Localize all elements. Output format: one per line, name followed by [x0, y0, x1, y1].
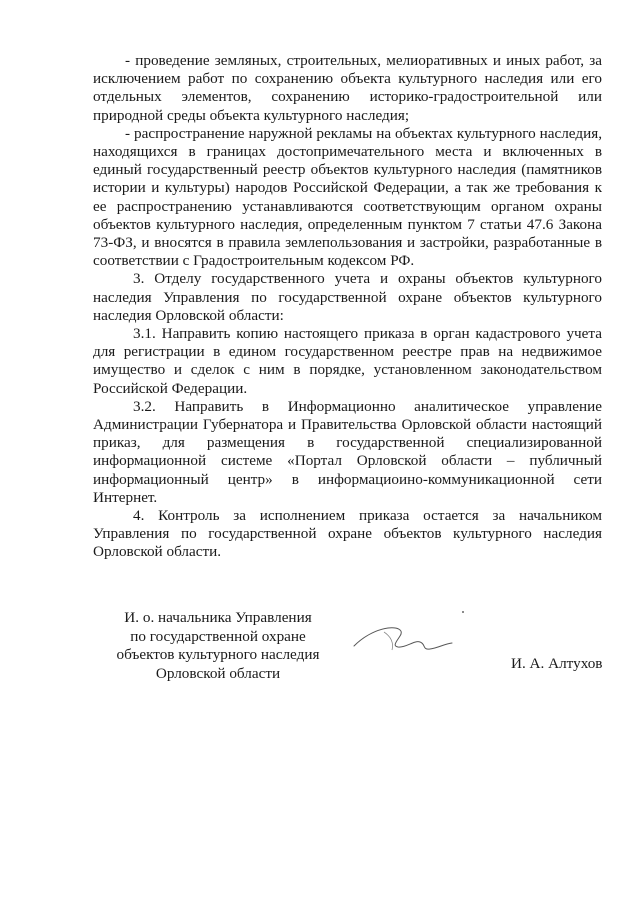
- paragraph-item-4: 4. Контроль за исполнением приказа остается за начальником Управления по государственной охране объектов культурного наследия Орловской области.: [93, 507, 602, 561]
- document-body: [93, 52, 602, 562]
- signatory-title-line: по государственной охране: [130, 627, 306, 645]
- signatory-title-line: И. о. начальника Управления: [124, 609, 312, 626]
- paragraph-outdoor-advertising: - распространение наружной рекламы на объектах культурного наследия, находящихся в границах достопримечательного места и включенных в единый государственный реестр объектов культурного наследия (памятников истории и культуры) народов Российской Федерации, а так же требования к ее распространению устанавливаются соответствующим органом охраны объектов культурного наследия, определенным пунктом 7 статьи 47.6 Закона 73-ФЗ, и вносятся в правила землепользования и застройки, разработанные в соответствии с Градостроительным кодексом РФ.: [93, 124, 602, 270]
- signatory-name: И. А. Алтухов: [511, 655, 603, 672]
- signatory-title-line: объектов культурного наследия: [116, 646, 320, 664]
- paragraph-item-3-1: 3.1. Направить копию настоящего приказа в орган кадастрового учета для регистрации в едином государственном реестре прав на недвижимое имущество и сделок с ним в порядке, установленном законодательством Российской Федерации.: [93, 325, 602, 397]
- signatory-title: [100, 609, 336, 683]
- paragraph-item-3: 3. Отделу государственного учета и охраны объектов культурного наследия Управления по государственной охране объектов культурного наследия Орловской области:: [93, 270, 602, 324]
- scan-speck: [462, 611, 464, 613]
- paragraph-excavation-works: - проведение земляных, строительных, мелиоративных и иных работ, за исключением работ по сохранению объекта культурного наследия или его отдельных элементов, сохранению историко-градостроительной или природной среды объекта культурного наследия;: [93, 52, 602, 124]
- handwritten-signature: [348, 616, 458, 660]
- paragraph-item-3-2: 3.2. Направить в Информационно аналитическое управление Администрации Губернатора и Правительства Орловской области настоящий приказ, для размещения в государственной специализированной информационной системе «Портал Орловской области – публичный информационный центр» в информациоино-коммуникационной сети Интернет.: [93, 397, 602, 506]
- signatory-title-line: Орловской области: [155, 664, 281, 682]
